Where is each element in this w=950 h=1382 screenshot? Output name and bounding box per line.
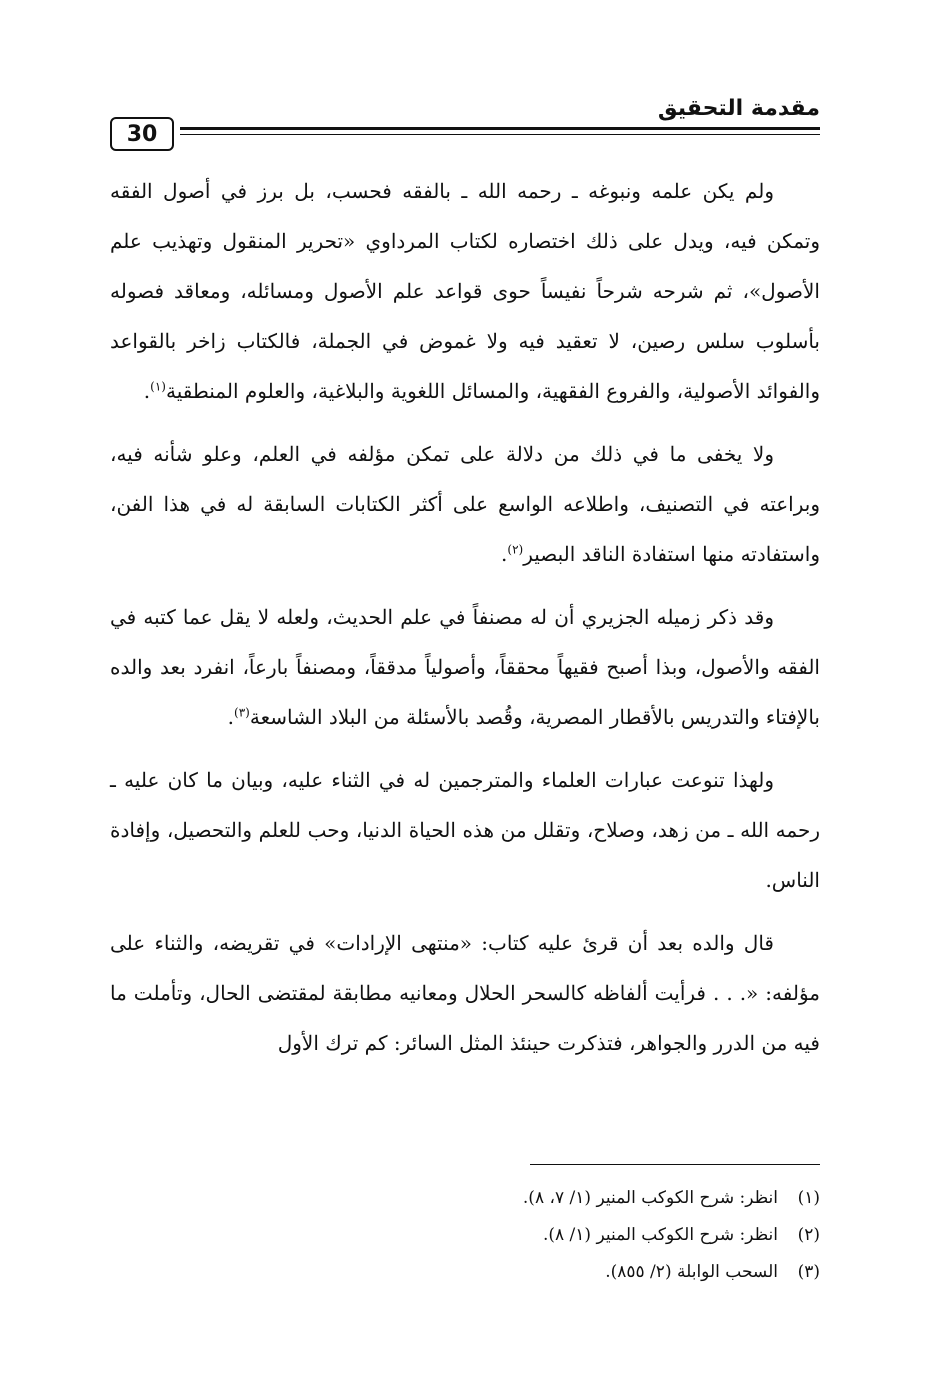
paragraph xyxy=(110,918,820,1068)
page-number: 30 xyxy=(110,117,174,151)
footnotes xyxy=(110,1180,820,1291)
footnote-text: انظر: شرح الكوكب المنير (١/ ٧، ٨). xyxy=(522,1188,778,1208)
paragraph xyxy=(110,429,820,579)
footnote-ref: (٣) xyxy=(234,705,250,720)
paragraph-text: ولهذا تنوعت عبارات العلماء والمترجمين له في الثناء عليه، وبيان ما كان عليه ـ رحمه الله ـ من زهد، وصلاح، وتقلل من هذه الحياة الدنيا، وحب للعلم والتحصيل، وإفادة الناس. xyxy=(110,768,820,892)
paragraph-end: . xyxy=(227,705,235,729)
header-rule-thin xyxy=(180,134,820,135)
footnote xyxy=(110,1254,820,1291)
paragraph-text: ولا يخفى ما في ذلك من دلالة على تمكن مؤلفه في العلم، وعلو شأنه فيه، وبراعته في التصنيف، واطلاعه الواسع على أكثر الكتابات السابقة له في هذا الفن، واستفادته منها استفادة الناقد البصير xyxy=(110,442,820,566)
footnote-ref: (١) xyxy=(150,379,166,394)
footnote-number: (١) xyxy=(797,1188,820,1208)
paragraph xyxy=(110,166,820,416)
footnote-number: (٣) xyxy=(797,1262,820,1282)
running-header xyxy=(110,92,820,152)
footnote-text: السحب الوابلة (٢/ ٨٥٥). xyxy=(605,1262,778,1282)
paragraph xyxy=(110,592,820,742)
paragraph-text: قال والده بعد أن قرئ عليه كتاب: «منتهى الإرادات» في تقريضه، والثناء على مؤلفه: «. . . فرأيت ألفاظه كالسحر الحلال ومعانيه مطابقة لمقتضى الحال، وتأملت ما فيه من الدرر والجواهر، فتذكرت حينئذ المثل السائر: كم ترك الأول xyxy=(110,931,820,1055)
footnote-separator xyxy=(530,1164,820,1165)
footnote xyxy=(110,1180,820,1217)
main-text xyxy=(110,166,820,1081)
paragraph-end: . xyxy=(143,379,151,403)
footnote-ref: (٢) xyxy=(507,542,524,557)
paragraph xyxy=(110,755,820,905)
footnote-number: (٢) xyxy=(797,1225,820,1245)
header-rule-thick xyxy=(180,127,820,130)
paragraph-text: ولم يكن علمه ونبوغه ـ رحمه الله ـ بالفقه فحسب، بل برز في أصول الفقه وتمكن فيه، ويدل على ذلك اختصاره لكتاب المرداوي «تحرير المنقول وتهذيب علم الأصول»، ثم شرحه شرحاً نفيساً حوى قواعد علم الأصول ومسائله، ومعاقد فصوله بأسلوب سلس رصين، لا تعقيد فيه ولا غموض في الجملة، فالكتاب زاخر بالقواعد والفوائد الأصولية، والفروع الفقهية، والمسائل اللغوية والبلاغية، والعلوم المنطقية xyxy=(110,179,820,403)
footnote-text: انظر: شرح الكوكب المنير (١/ ٨). xyxy=(542,1225,778,1245)
paragraph-text: وقد ذكر زميله الجزيري أن له مصنفاً في علم الحديث، ولعله لا يقل عما كتبه في الفقه والأصول، وبذا أصبح فقيهاً محققاً، وأصولياً مدققاً، ومصنفاً بارعاً، انفرد بعد والده بالإفتاء والتدريس بالأقطار المصرية، وقُصد بالأسئلة من البلاد الشاسعة xyxy=(110,605,820,729)
paragraph-end: . xyxy=(501,542,508,566)
header-title: مقدمة التحقيق xyxy=(657,96,820,121)
footnote xyxy=(110,1217,820,1254)
